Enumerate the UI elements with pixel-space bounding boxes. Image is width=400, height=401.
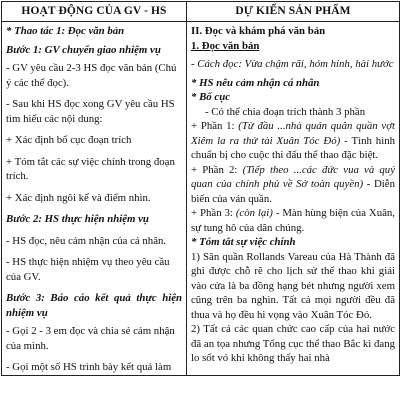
step-1-heading: Bước 1: GV chuyển giao nhiệm vụ <box>6 43 161 56</box>
step-1-subitem: + Xác định bố cục đoạn trích <box>6 134 132 146</box>
summary-item-2: 2) Tất cả các quan chức cao cấp của hai nước đã an tọa nhưng Tổng cục thể thao Bắc kì đang lo sốt vó khi không thấy hai nhà <box>191 323 395 364</box>
table-header-row <box>2 2 400 22</box>
part-label: + Phần 3: <box>191 207 236 219</box>
step-3-item: - Gọi 2 - 3 em đọc và chia sẻ cảm nhận của mình. <box>6 325 175 352</box>
layout-part-3 <box>191 206 395 235</box>
part-range: (còn lại) <box>235 207 273 219</box>
task-heading: * Thao tác 1: Đọc văn bản <box>6 25 125 37</box>
step-1-item: - GV yêu cầu 2-3 HS đọc văn bản (Chú ý các thể đọc). <box>6 62 177 89</box>
part-range: (Từ đầu ...nhà quán quân quần vợt Xiêm la ra thử tài Xuân Tóc Đỏ) <box>191 120 395 147</box>
summary-heading: * Tóm tắt sự việc chính <box>191 236 296 248</box>
step-2-item: - HS thực hiện nhiệm vụ theo yêu cầu của GV. <box>6 256 170 283</box>
table-row <box>2 22 400 376</box>
step-1-item: - Sau khi HS đọc xong GV yêu cầu HS tìm hiểu các nội dung: <box>6 98 175 125</box>
part-range: (Tiếp theo ...các đức vua và quý quan của chính phủ về Sở toàn quyền) <box>191 163 395 190</box>
header-activities: HOẠT ĐỘNG CỦA GV - HS <box>2 2 187 22</box>
part-summary: - Màn hùng biện của Xuân, sự tung hô của dân chúng. <box>191 207 395 234</box>
step-3-heading: Bước 3: Báo cáo kết quả thực hiện nhiệm vụ <box>6 292 182 319</box>
subsection-heading: 1. Đọc văn bản <box>191 39 260 52</box>
part-summary: - Tình hình chuẩn bị cho cuộc thi đấu thể thao đặc biệt. <box>191 134 395 161</box>
part-label: + Phần 1: <box>191 120 239 132</box>
layout-intro: - Có thể chia đoạn trích thành 3 phần <box>205 105 366 118</box>
layout-part-2 <box>191 163 395 207</box>
activities-cell <box>2 22 187 376</box>
header-expected-products: DỰ KIẾN SẢN PHẨM <box>187 2 400 22</box>
step-1-subitem: + Tóm tắt các sự việc chính trong đoạn trích. <box>6 155 175 182</box>
layout-heading: * Bố cục <box>191 91 230 103</box>
layout-part-1 <box>191 119 395 163</box>
lesson-table <box>1 1 400 376</box>
products-cell <box>187 22 400 376</box>
reading-method <box>191 57 395 72</box>
personal-impression: * HS nêu cảm nhận cá nhân <box>191 76 320 89</box>
part-summary: - Diễn biến của ván quần. <box>191 178 395 205</box>
step-2-heading: Bước 2: HS thực hiện nhiệm vụ <box>6 213 149 225</box>
step-3-item: - Gọi một số HS trình bày kết quả làm <box>6 361 172 373</box>
summary-item-1: 1) Sân quần Rollands Vareau của Hà Thành đã ghi được chỗ rẽ cho lịch sử thể thao khi giải vào cửa là ba đồng hạng bét nhưng người xem cũng trên ba nghìn. Tất cả mọi người đều đã thua và họ đều hi vọng vào Xuân Tóc Đỏ. <box>191 250 395 321</box>
step-2-item: - HS đọc, nêu cảm nhận của cá nhân. <box>6 234 167 247</box>
part-label: + Phần 2: <box>191 163 243 176</box>
step-1-subitem: + Xác định ngôi kể và điểm nhìn. <box>6 191 151 204</box>
reading-method-text: - Cách đọc: Vừa chậm rãi, hóm hỉnh, hài hước <box>191 58 394 70</box>
section-heading: II. Đọc và khám phá văn bản <box>191 25 326 37</box>
